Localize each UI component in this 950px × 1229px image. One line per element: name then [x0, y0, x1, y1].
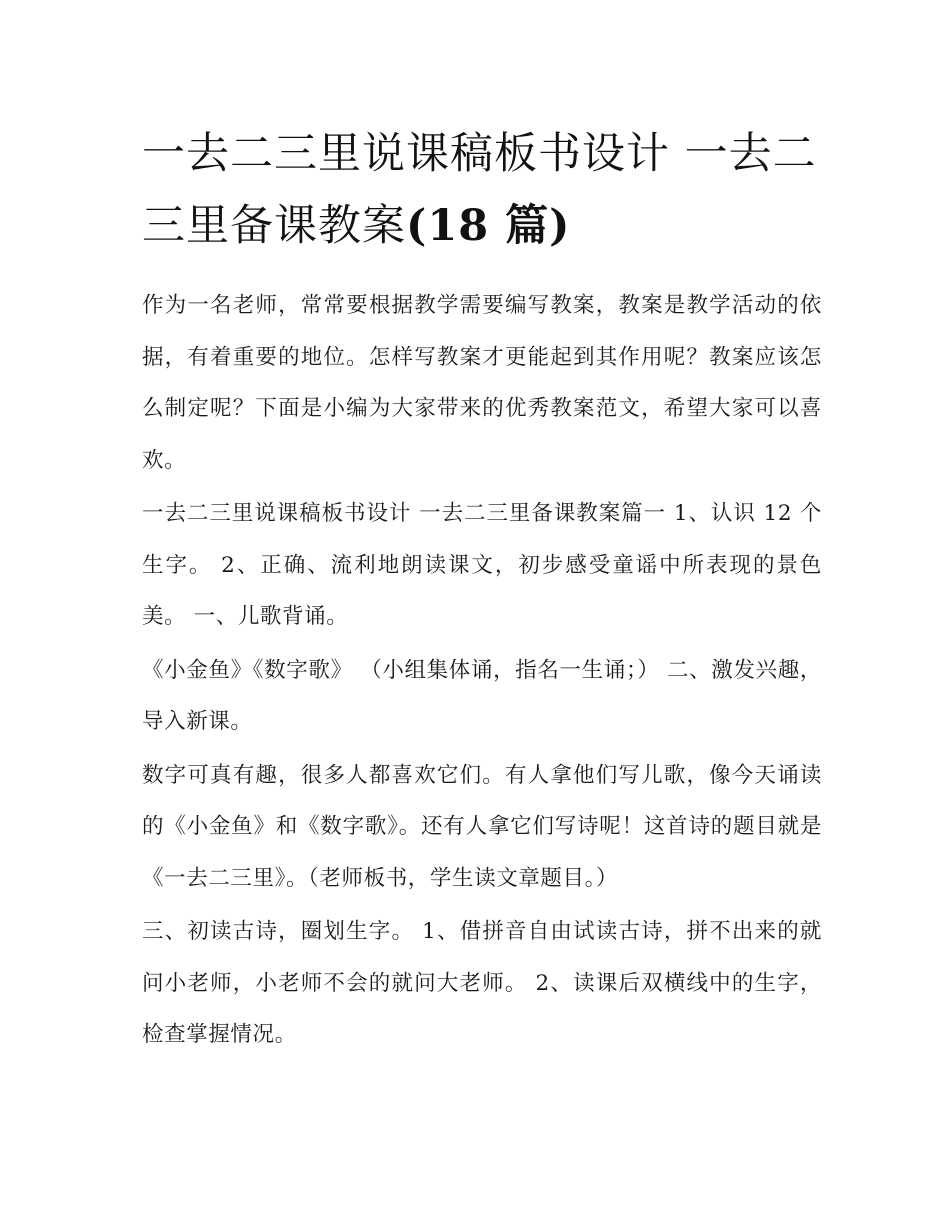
paragraph-recitation: 《小金鱼》《数字歌》 （小组集体诵，指名一生诵；） 二、激发兴趣，导入新课。: [142, 657, 822, 734]
title-suffix: (18 篇): [406, 201, 571, 251]
title-main: 一去二三里说课稿板书设计 一去二三里备课教案: [142, 129, 817, 251]
document-page: [142, 118, 822, 1063]
paragraph-first-reading: 三、初读古诗，圈划生字。 1、借拼音自由试读古诗，拼不出来的就问小老师，小老师不会的就问大老师。 2、读课后双横线中的生字，检查掌握情况。: [142, 919, 822, 1047]
document-title: [142, 118, 822, 262]
paragraph-objectives: 一去二三里说课稿板书设计 一去二三里备课教案篇一 1、认识 12 个生字。 2、正确、流利地朗读课文，初步感受童谣中所表现的景色美。 一、儿歌背诵。: [142, 501, 822, 629]
paragraph-intro: 作为一名老师，常常要根据教学需要编写教案，教案是教学活动的依据，有着重要的地位。怎样写教案才更能起到其作用呢？教案应该怎么制定呢？下面是小编为大家带来的优秀教案范文，希望大家可以喜欢。: [142, 293, 822, 473]
paragraph-introduction: 数字可真有趣，很多人都喜欢它们。有人拿他们写儿歌，像今天诵读的《小金鱼》和《数字歌》。还有人拿它们写诗呢！这首诗的题目就是《一去二三里》。（老师板书，学生读文章题目。）: [142, 762, 822, 891]
